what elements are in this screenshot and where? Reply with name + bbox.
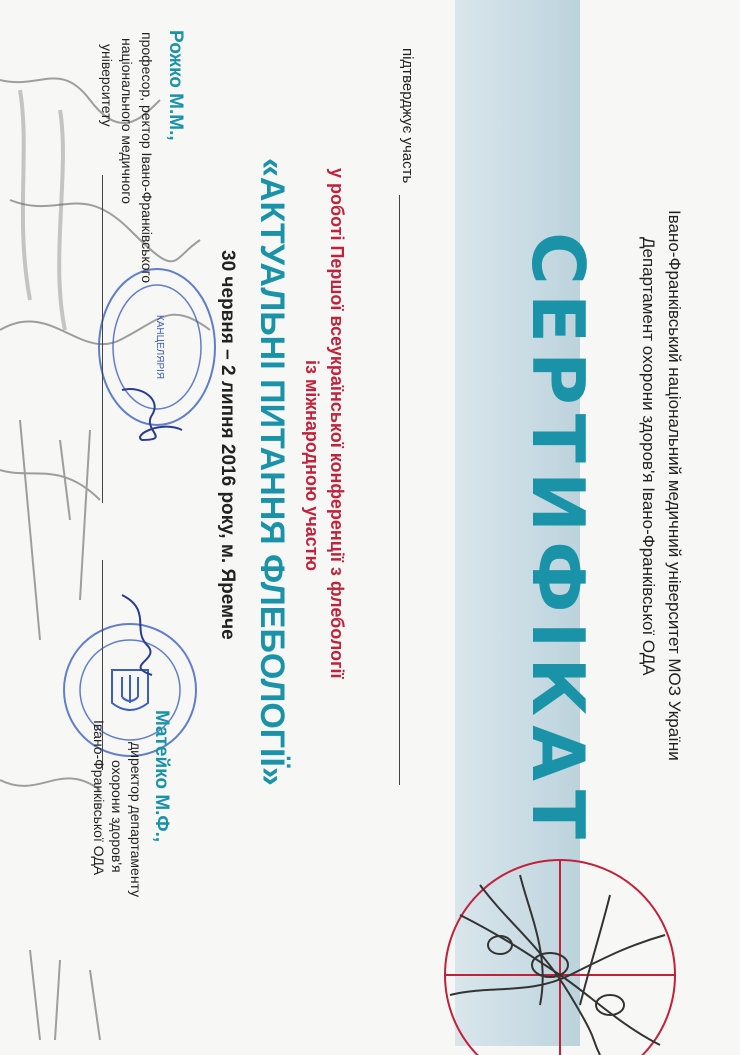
conference-dates: 30 червня – 2 липня 2016 року, м. Яремче: [217, 250, 238, 640]
right-signatory-title: охорони здоров'я: [109, 760, 125, 873]
left-signatory-name: Рожко М.М.,: [165, 30, 186, 141]
right-signatory-title: директор департаменту: [128, 742, 144, 898]
department-name: Департамент охорони здоров'я Івано-Франківської ОДА: [639, 237, 658, 676]
conference-line-2: із міжнародною участю: [302, 360, 322, 571]
confirm-text: підтверджує участь: [399, 48, 416, 184]
left-signatory-title: національного медичного: [119, 38, 135, 204]
right-signatory-title: Івано-Франківської ОДА: [91, 720, 107, 876]
name-line: [399, 195, 400, 785]
right-signatory-name: Матейко М.Ф.,: [151, 710, 172, 843]
left-signature-line: [102, 175, 103, 503]
stamp-text: КАНЦЕЛЯРІЯ: [154, 314, 165, 380]
conference-line-1: у роботі Першої всеукраїнської конференції з флебології: [327, 168, 347, 679]
left-signatory-title: університету: [99, 44, 115, 127]
conference-topic: «АКТУАЛЬНІ ПИТАННЯ ФЛЕБОЛОГІЇ»: [253, 158, 291, 786]
left-signatory-title: професор, ректор Івано-Франківського: [139, 32, 155, 284]
university-name: Івано-Франківський національний медичний університет МОЗ України: [665, 210, 684, 761]
certificate-title: СЕРТИФІКАТ: [516, 232, 600, 849]
